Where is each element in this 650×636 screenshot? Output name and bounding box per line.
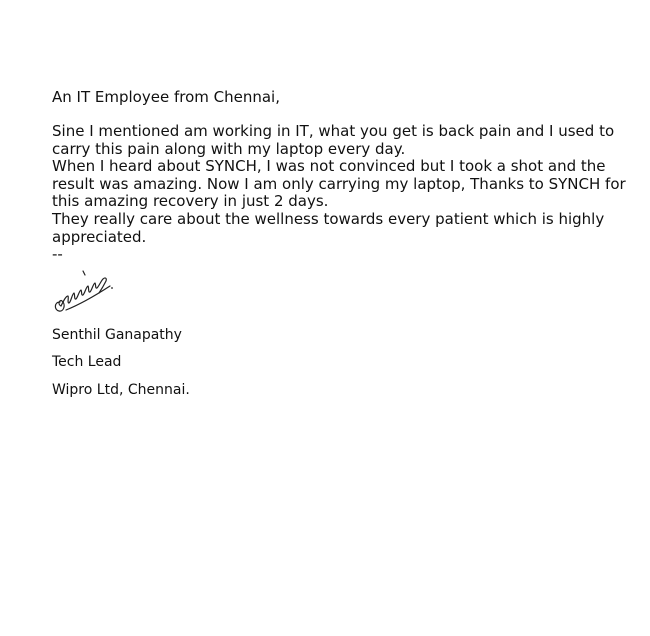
testimonial-letter bbox=[52, 88, 632, 264]
letter-paragraph-3: They really care about the wellness towards every patient which is highly appreciated. bbox=[52, 209, 605, 246]
signature-drawing bbox=[52, 266, 116, 316]
letter-paragraph-2: When I heard about SYNCH, I was not convinced but I took a shot and the result was amazing. Now I am only carrying my laptop, Thanks to SYNCH for this amazing recovery in just 2 days. bbox=[52, 157, 626, 211]
signer-name: Senthil Ganapathy bbox=[52, 327, 182, 343]
letter-paragraph-1: Sine I mentioned am working in IT, what you get is back pain and I used to carry this pain along with my laptop every day. bbox=[52, 122, 615, 158]
signature-separator: -- bbox=[52, 245, 63, 264]
signer-title: Tech Lead bbox=[52, 354, 122, 370]
signature-icon bbox=[52, 266, 116, 316]
signer-company: Wipro Ltd, Chennai. bbox=[52, 382, 190, 398]
letter-greeting: An IT Employee from Chennai, bbox=[52, 88, 280, 106]
